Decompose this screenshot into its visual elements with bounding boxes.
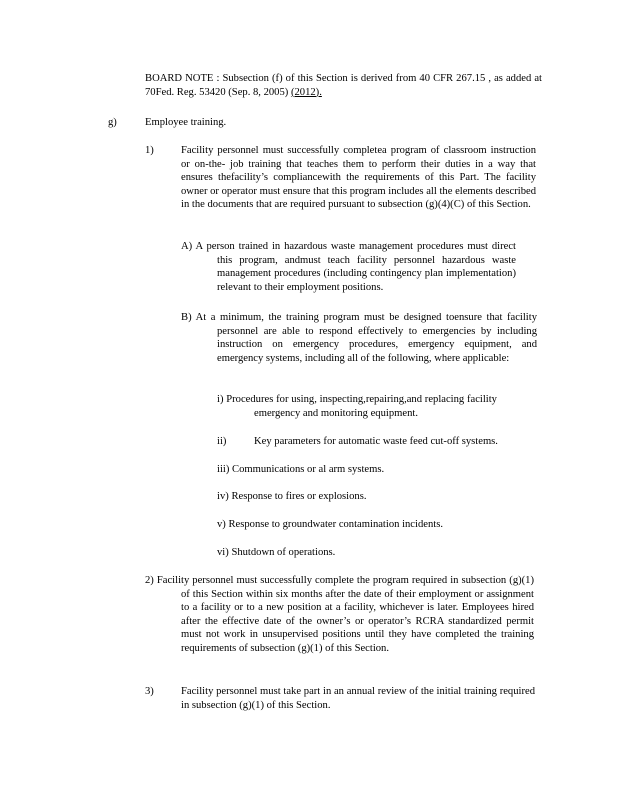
item-a-label: A)	[181, 241, 193, 252]
para2-text: Facility personnel must successfully complete the program required in subsection (g)(1) of this Section within six months after the date of their employment or assignment to a facility or to a new position at a facility, whichever is later. Employees hired after the effective date of the owner’s or operator’s RCRA standardized permit must not work in unsupervised positions until they have completed the training requirements of subsection (g)(1) of this Section.	[156, 575, 534, 654]
board-note	[145, 72, 542, 99]
item-a-text: A person trained in hazardous waste management procedures must direct this program, andmust teach facility personnel hazardous waste management procedures (including contingency plan implementation) relevant to their employment positions.	[195, 241, 516, 293]
para1-text: Facility personnel must successfully completea program of classroom instruction or on-the- job training that teaches them to perform their duties in a way that ensures thefacility’s compliancewith the requirements of this Part. The facility owner or operator must ensure that this program includes all the elements described in the documents that are required pursuant to subsection (g)(4)(C) of this Section.	[181, 145, 536, 211]
sub-item-text: Procedures for using, inspecting,repairing,and replacing facility emergency and monitoring equipment.	[226, 394, 497, 419]
para2	[145, 574, 534, 656]
sub-item-label: ii)	[217, 436, 227, 447]
section-g-title: Employee training.	[145, 117, 227, 128]
sub-item-text: Response to groundwater contamination incidents.	[228, 519, 443, 530]
sub-item	[217, 546, 335, 560]
item-a	[181, 240, 516, 294]
item-b	[181, 311, 537, 365]
sub-item-label: vi)	[217, 547, 229, 558]
para2-label: 2)	[145, 575, 154, 586]
board-note-year: (2012).	[290, 86, 322, 98]
sub-item	[217, 518, 443, 532]
sub-item-label: iv)	[217, 491, 229, 502]
sub-item-label: i)	[217, 394, 224, 405]
item-b-label: B)	[181, 312, 192, 323]
item-b-text: At a minimum, the training program must be designed toensure that facility personnel are able to respond effectively to emergencies by including instruction on emergency procedures, emergency equipment, and emergency systems, including all of the following, where applicable:	[195, 312, 537, 364]
sub-item	[217, 393, 497, 420]
sub-item	[217, 490, 367, 504]
para1-label: 1)	[145, 145, 154, 156]
sub-item-text: Response to fires or explosions.	[231, 491, 367, 502]
sub-item-label: v)	[217, 519, 226, 530]
para3-label: 3)	[145, 686, 154, 697]
section-g-label: g)	[108, 117, 117, 128]
sub-item-text: Key parameters for automatic waste feed cut-off systems.	[254, 436, 498, 447]
sub-item	[217, 463, 384, 477]
board-note-text: BOARD NOTE : Subsection (f) of this Section is derived from 40 CFR 267.15 , as added at 70Fed. Reg. 53420 (Sep. 8, 2005)	[145, 73, 542, 98]
sub-item-text: Communications or al arm systems.	[232, 464, 385, 475]
sub-item-text: Shutdown of operations.	[231, 547, 336, 558]
para3-text: Facility personnel must take part in an annual review of the initial training required in subsection (g)(1) of this Section.	[181, 686, 535, 711]
sub-item-label: iii)	[217, 464, 230, 475]
